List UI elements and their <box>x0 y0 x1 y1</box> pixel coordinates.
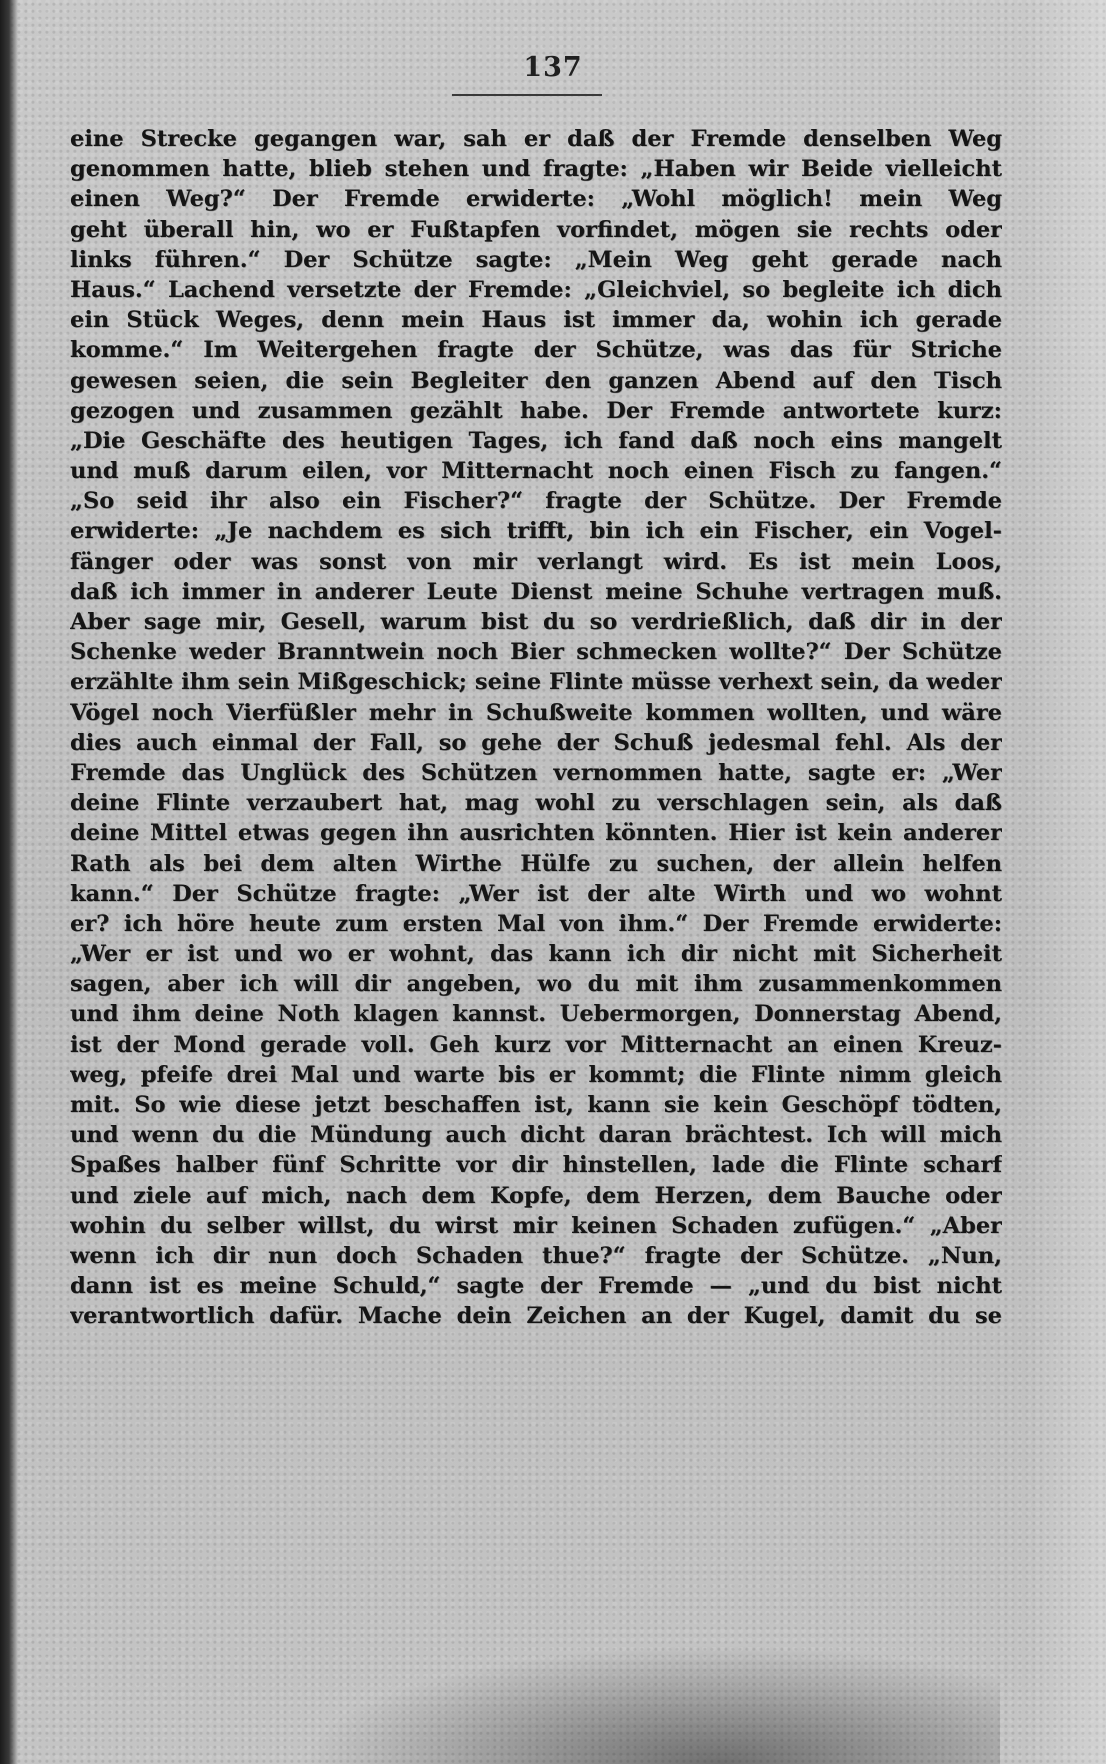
text-line: und ziele auf mich, nach dem Kopfe, dem Herzen, dem Bauche oder <box>70 1182 1002 1209</box>
page-number-rule <box>452 94 602 96</box>
page-right-shade <box>1026 0 1106 1764</box>
text-line: erwiderte: „Je nachdem es sich trifft, bin ich ein Fischer, ein Vogel- <box>70 518 1002 545</box>
body-text <box>70 124 1002 1332</box>
page-number: 137 <box>523 52 583 83</box>
text-line: verantwortlich dafür. Mache dein Zeichen an der Kugel, damit du se <box>70 1303 1002 1330</box>
text-line: daß ich immer in anderer Leute Dienst meine Schuhe vertragen muß. <box>70 578 1002 605</box>
text-line: Fremde das Unglück des Schützen vernommen hatte, sagte er: „Wer <box>70 759 1002 786</box>
text-line: dann ist es meine Schuld,“ sagte der Fremde — „und du bist nicht <box>70 1273 1002 1300</box>
page-bottom-stain <box>300 1644 1000 1764</box>
text-line: sagen, aber ich will dir angeben, wo du mit ihm zusammenkommen <box>70 971 1002 998</box>
text-line: ein Stück Weges, denn mein Haus ist immer da, wohin ich gerade <box>70 307 1002 334</box>
text-line: wenn ich dir nun doch Schaden thue?“ fragte der Schütze. „Nun, <box>70 1242 1002 1269</box>
text-line: dies auch einmal der Fall, so gehe der Schuß jedesmal fehl. Als der <box>70 729 1002 756</box>
text-line: einen Weg?“ Der Fremde erwiderte: „Wohl möglich! mein Weg <box>70 186 1002 213</box>
text-line: gezogen und zusammen gezählt habe. Der Fremde antwortete kurz: <box>70 397 1002 424</box>
text-line: Spaßes halber fünf Schritte vor dir hinstellen, lade die Flinte scharf <box>70 1152 1002 1179</box>
text-line: Aber sage mir, Gesell, warum bist du so verdrießlich, daß dir in der <box>70 609 1002 635</box>
text-line: deine Mittel etwas gegen ihn ausrichten könnten. Hier ist kein anderer <box>70 820 1002 847</box>
text-line: „Die Geschäfte des heutigen Tages, ich fand daß noch eins mangelt <box>70 427 1002 454</box>
text-line: links führen.“ Der Schütze sagte: „Mein Weg geht gerade nach <box>70 246 1002 273</box>
text-line: und ihm deine Noth klagen kannst. Uebermorgen, Donnerstag Abend, <box>70 1001 1002 1028</box>
page-left-edge-shadow <box>0 0 18 1764</box>
text-line: „Wer er ist und wo er wohnt, das kann ich dir nicht mit Sicherheit <box>70 941 1002 968</box>
text-line: gewesen seien, die sein Begleiter den ganzen Abend auf den Tisch <box>70 367 1002 394</box>
text-line: erzählte ihm sein Mißgeschick; seine Flinte müsse verhext sein, da weder <box>70 669 1002 696</box>
text-line: Rath als bei dem alten Wirthe Hülfe zu suchen, der allein helfen <box>70 850 1002 877</box>
text-line: und wenn du die Mündung auch dicht daran brächtest. Ich will mich <box>70 1122 1002 1149</box>
text-line: „So seid ihr also ein Fischer?“ fragte der Schütze. Der Fremde <box>70 488 1002 515</box>
text-line: fänger oder was sonst von mir verlangt wird. Es ist mein Loos, <box>70 548 1002 575</box>
text-line: ist der Mond gerade voll. Geh kurz vor Mitternacht an einen Kreuz- <box>70 1031 1002 1058</box>
text-line: wohin du selber willst, du wirst mir keinen Schaden zufügen.“ „Aber <box>70 1212 1002 1239</box>
text-line: er? ich höre heute zum ersten Mal von ihm.“ Der Fremde erwiderte: <box>70 910 1002 937</box>
text-line: und muß darum eilen, vor Mitternacht noch einen Fisch zu fangen.“ <box>70 458 1002 485</box>
text-line: komme.“ Im Weitergehen fragte der Schütze, was das für Striche <box>70 337 1002 364</box>
text-line: Vögel noch Vierfüßler mehr in Schußweite kommen wollten, und wäre <box>70 699 1002 726</box>
text-line: Schenke weder Branntwein noch Bier schmecken wollte?“ Der Schütze <box>70 639 1002 666</box>
text-line: genommen hatte, blieb stehen und fragte: „Haben wir Beide vielleicht <box>70 156 1002 183</box>
text-line: geht überall hin, wo er Fußtapfen vorfindet, mögen sie rechts oder <box>70 216 1002 243</box>
text-line: mit. So wie diese jetzt beschaffen ist, kann sie kein Geschöpf tödten, <box>70 1092 1002 1118</box>
text-line: Haus.“ Lachend versetzte der Fremde: „Gleichviel, so begleite ich dich <box>70 276 1002 303</box>
text-line: eine Strecke gegangen war, sah er daß der Fremde denselben Weg <box>70 126 1002 152</box>
text-line: deine Flinte verzaubert hat, mag wohl zu verschlagen sein, als daß <box>70 790 1002 817</box>
text-line: weg, pfeife drei Mal und warte bis er kommt; die Flinte nimm gleich <box>70 1061 1002 1088</box>
text-line: kann.“ Der Schütze fragte: „Wer ist der alte Wirth und wo wohnt <box>70 880 1002 907</box>
